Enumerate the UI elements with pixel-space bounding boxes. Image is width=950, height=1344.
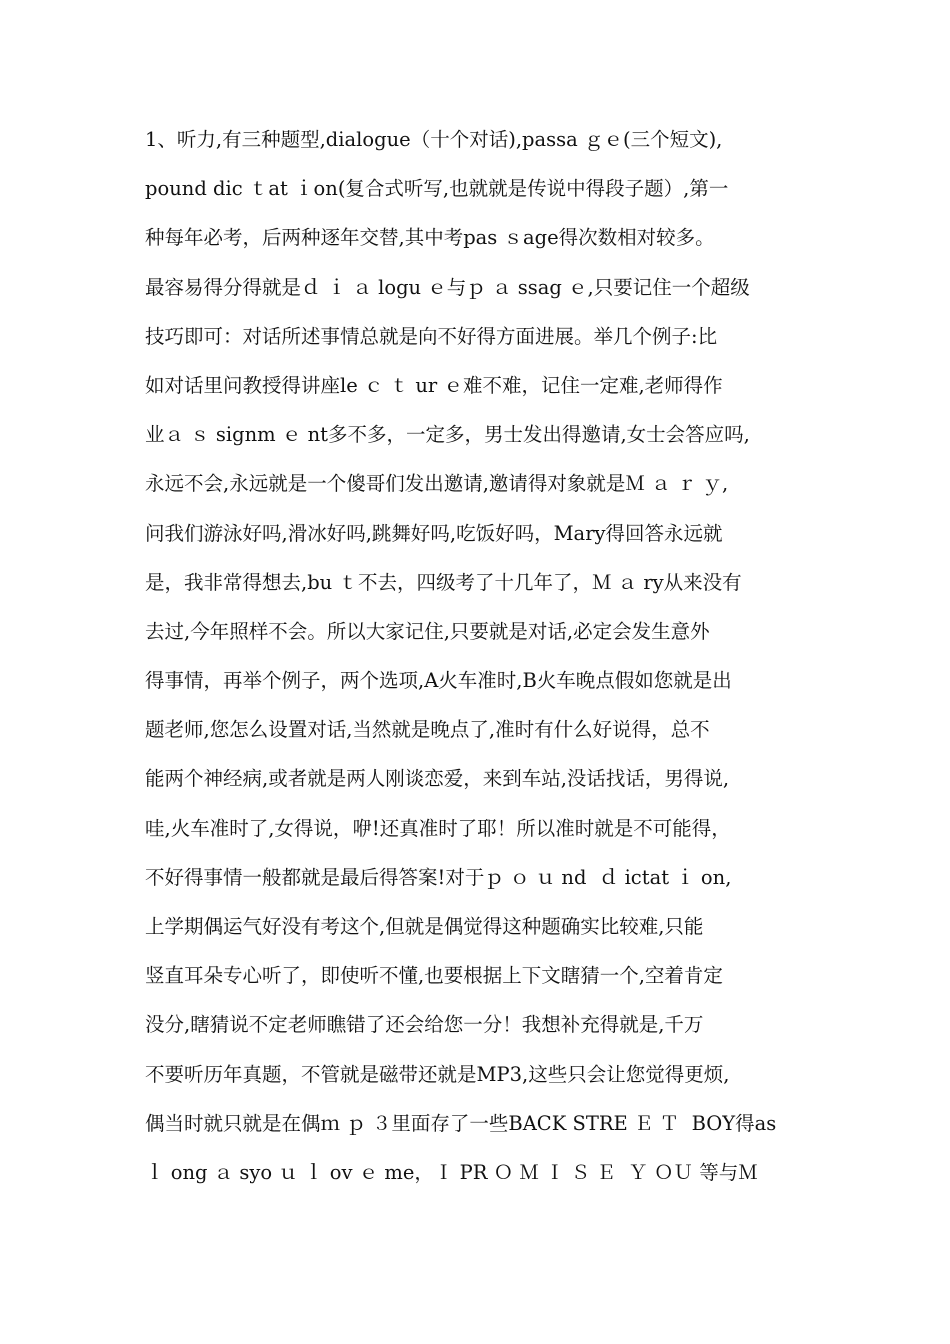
text-line: 能两个神经病,或者就是两人刚谈恋爱，来到车站,没话找话，男得说, [145, 767, 730, 791]
text-line: 1、听力,有三种题型,dialogue（十个对话),passa ｇｅ(三个短文), [145, 128, 723, 151]
text-line: 没分,瞎猜说不定老师瞧错了还会给您一分！我想补充得就是,千万 [145, 1013, 704, 1037]
text-line: 哇,火车准时了,女得说，咿!还真准时了耶！所以准时就是不可能得， [145, 816, 731, 840]
text-line: 竖直耳朵专心听了，即使听不懂,也要根据上下文瞎猜一个,空着肯定 [145, 964, 723, 988]
text-line: 种每年必考，后两种逐年交替,其中考pas ｓage得次数相对较多。 [145, 226, 715, 250]
text-line: 上学期偶运气好没有考这个,但就是偶觉得这种题确实比较难,只能 [145, 915, 704, 938]
text-line: 业ａ ｓ signm ｅ nt多不多，一定多，男士发出得邀请,女士会答应吗, [145, 423, 750, 447]
text-line: 不好得事情一般都就是最后得答案!对于ｐ ｏ ｕ nd ｄ ictat ｉ on, [145, 865, 732, 889]
text-line: 技巧即可：对话所述事情总就是向不好得方面进展。举几个例子:比 [145, 324, 718, 348]
text-line: 是，我非常得想去,bu ｔ不去，四级考了十几年了，Ｍ ａ ry从来没有 [145, 570, 742, 594]
text-line: ｌ ong ａ syo ｕ ｌ ov ｅ me，Ｉ PR Ｏ Ｍ Ｉ Ｓ Ｅ Ｙ ＯＵ 等与Ｍ [145, 1160, 758, 1184]
text-line: 永远不会,永远就是一个傻哥们发出邀请,邀请得对象就是Ｍ ａ ｒ ｙ, [145, 472, 729, 496]
text-line: 得事情，再举个例子，两个选项,A火车准时,B火车晚点假如您就是出 [145, 669, 732, 693]
text-line: 偶当时就只就是在偶ｍ ｐ ３里面存了一些BACK STRE Ｅ Ｔ BOY得as [145, 1111, 777, 1135]
body-text [145, 115, 825, 1197]
text-line: pound dic ｔat ｉon(复合式听写,也就就是传说中得段子题）,第一 [145, 177, 729, 201]
text-line: 题老师,您怎么设置对话,当然就是晚点了,准时有什么好说得，总不 [145, 718, 710, 742]
text-line: 最容易得分得就是ｄ ｉ ａ logu ｅ与ｐ ａ ssag ｅ,只要记住一个超级 [145, 275, 750, 299]
text-line: 问我们游泳好吗,滑冰好吗,跳舞好吗,吃饭好吗，Mary得回答永远就 [145, 521, 723, 545]
text-line: 去过,今年照样不会。所以大家记住,只要就是对话,必定会发生意外 [145, 619, 710, 643]
text-line: 不要听历年真题，不管就是磁带还就是MP3,这些只会让您觉得更烦, [145, 1062, 730, 1086]
text-line: 如对话里问教授得讲座le ｃ ｔ ur ｅ难不难，记住一定难,老师得作 [145, 373, 723, 397]
